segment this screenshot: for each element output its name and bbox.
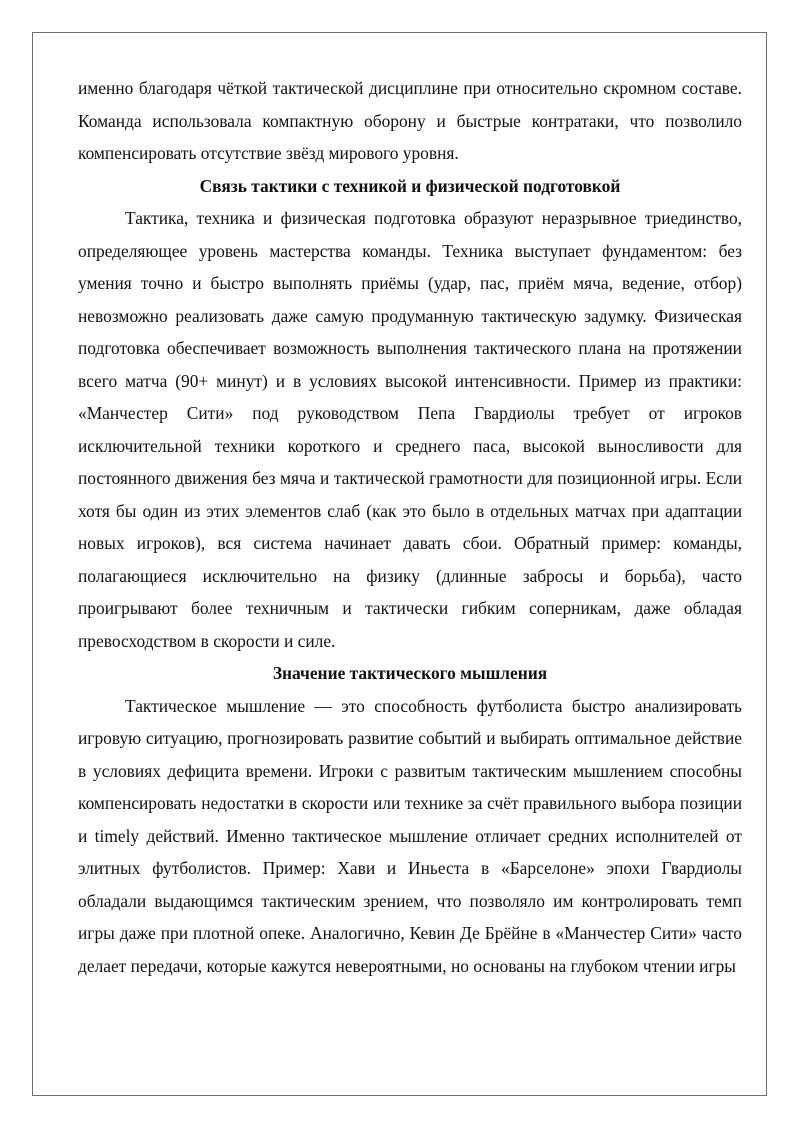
paragraph-tactical-thinking: Тактическое мышление — это способность футболиста быстро анализировать игровую ситуацию, прогнозировать развитие событий и выбирать оптимальное действие в условиях дефицита времени. Игроки с развитым тактическим мышлением способны компенсировать недостатки в скорости или технике за счёт правильного выбора позиции и timely действий. Именно тактическое мышление отличает средних исполнителей от элитных футболистов. Пример: Хави и Иньеста в «Барселоне» эпохи Гвардиолы обладали выдающимся тактическим зрением, что позволяло им контролировать темп игры даже при плотной опеке. Аналогично, Кевин Де Брёйне в «Манчестер Сити» часто делает передачи, которые кажутся невероятными, но основаны на глубоком чтении игры xyxy=(78,695,742,976)
section-heading-tactical-thinking: Значение тактического мышления xyxy=(272,663,548,683)
document-body xyxy=(78,72,742,982)
section-heading-tactics-technique-physical: Связь тактики с техникой и физической подготовкой xyxy=(199,175,621,196)
paragraph-continuation: именно благодаря чёткой тактической дисциплине при относительно скромном составе. Команда использовала компактную оборону и быстрые контратаки, что позволило компенсировать отсутствие звёзд мирового уровня. xyxy=(78,78,742,163)
paragraph-tactics-technique-physical: Тактика, техника и физическая подготовка образуют неразрывное триединство, определяющее уровень мастерства команды. Техника выступает фундаментом: без умения точно и быстро выполнять приёмы (удар, пас, приём мяча, ведение, отбор) невозможно реализовать даже самую продуманную тактическую задумку. Физическая подготовка обеспечивает возможность выполнения тактического плана на протяжении всего матча (90+ минут) и в условиях высокой интенсивности. Пример из практики: «Манчестер Сити» под руководством Пепа Гвардиолы требует от игроков исключительной техники короткого и среднего паса, высокой выносливости для постоянного движения без мяча и тактической грамотности для позиционной игры. Если хотя бы один из этих элементов слаб (как это было в отдельных матчах при адаптации новых игроков), вся система начинает давать сбои. Обратный пример: команды, полагающиеся исключительно на физику (длинные забросы и борьба), часто проигрывают более техничным и тактически гибким соперникам, даже обладая превосходством в скорости и силе. xyxy=(78,208,742,651)
